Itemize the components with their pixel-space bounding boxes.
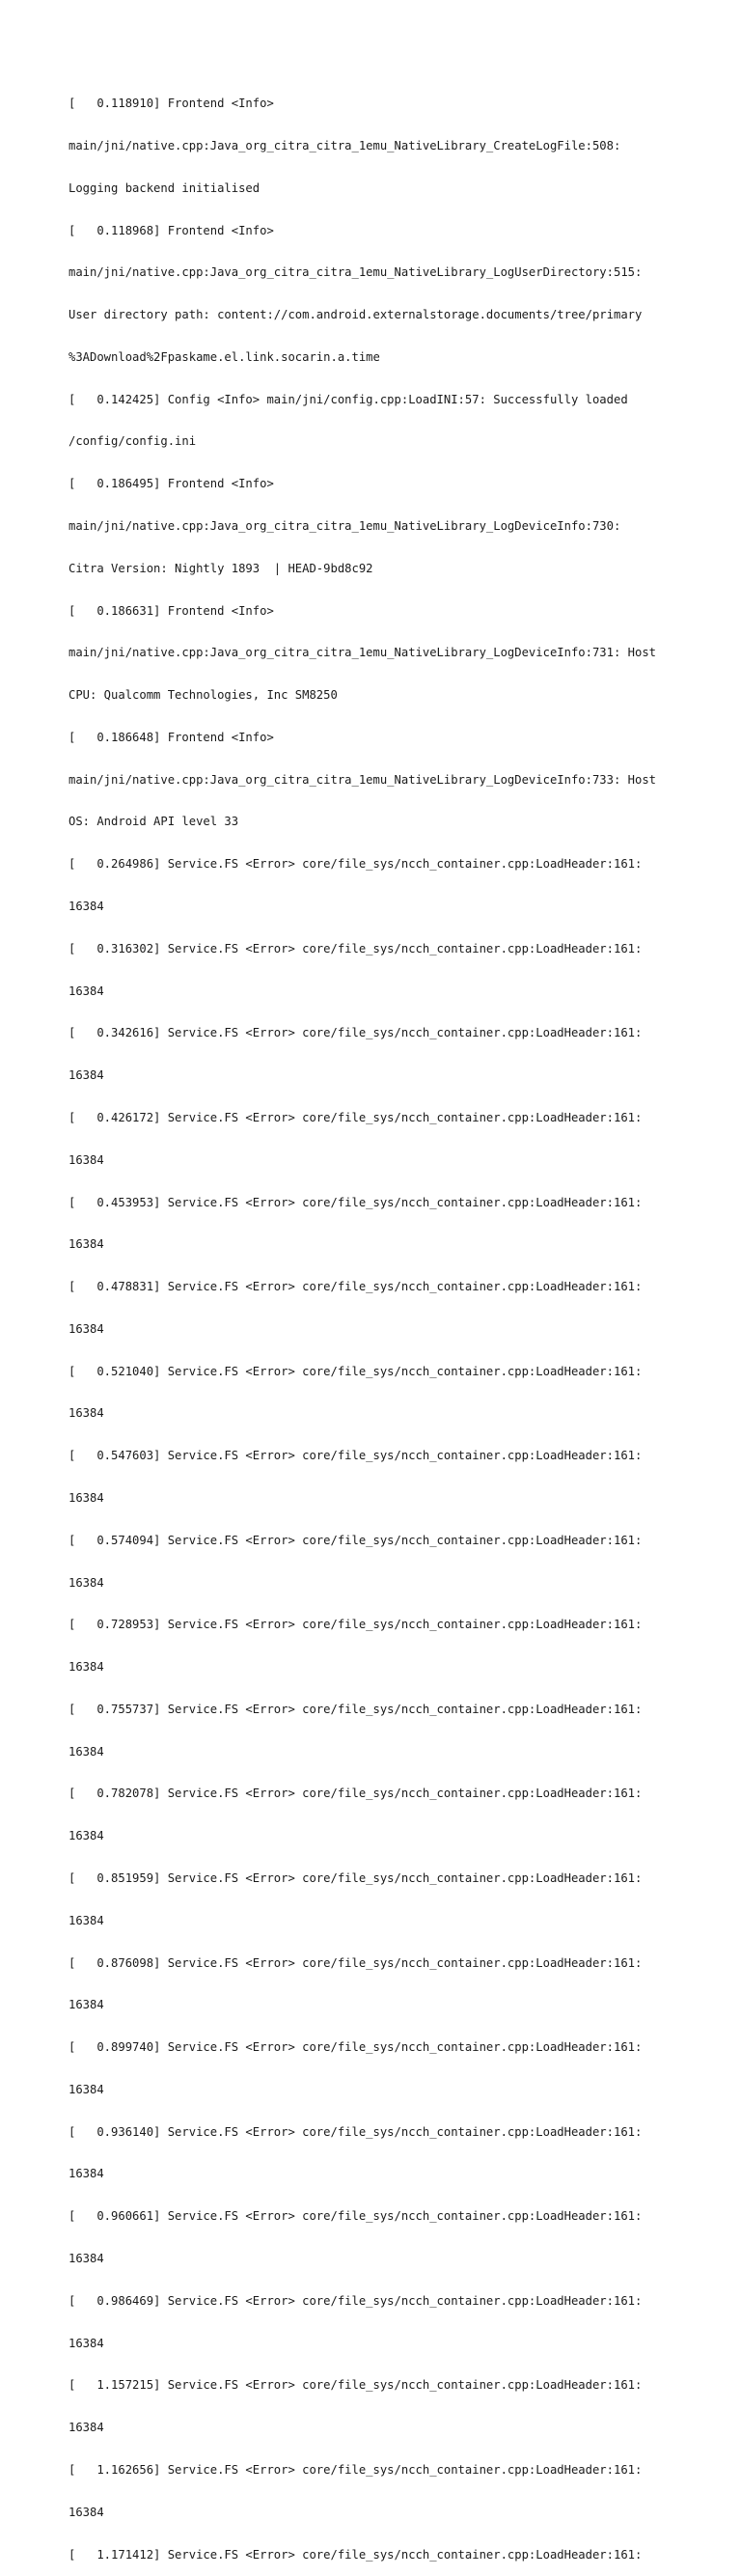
log-line: %3ADownload%2Fpaskame.el.link.socarin.a.time: [69, 349, 380, 364]
log-line: 16384: [69, 2421, 104, 2435]
log-line: [ 0.782078] Service.FS <Error> core/file_sys/ncch_container.cpp:LoadHeader:161:: [69, 1787, 643, 1801]
log-line: main/jni/native.cpp:Java_org_citra_citra_1emu_NativeLibrary_LogDeviceInfo:733: Host: [69, 772, 657, 787]
log-line: [ 0.186631] Frontend <Info>: [69, 603, 274, 618]
log-line: 16384: [69, 1575, 104, 1590]
log-line: [ 0.574094] Service.FS <Error> core/file_sys/ncch_container.cpp:LoadHeader:161:: [69, 1533, 643, 1547]
log-line: 16384: [69, 900, 104, 914]
log-line: [ 0.426172] Service.FS <Error> core/file_sys/ncch_container.cpp:LoadHeader:161:: [69, 1110, 643, 1124]
log-line: [ 0.478831] Service.FS <Error> core/file_sys/ncch_container.cpp:LoadHeader:161:: [69, 1280, 643, 1294]
log-line: 16384: [69, 1829, 104, 1843]
log-line: main/jni/native.cpp:Java_org_citra_citra_1emu_NativeLibrary_LogUserDirectory:515:: [69, 265, 643, 280]
log-line: [ 0.264986] Service.FS <Error> core/file_sys/ncch_container.cpp:LoadHeader:161:: [69, 857, 643, 872]
log-text-view: [69, 69, 725, 2576]
log-line: [ 0.728953] Service.FS <Error> core/file_sys/ncch_container.cpp:LoadHeader:161:: [69, 1618, 643, 1632]
log-line: /config/config.ini: [69, 434, 197, 449]
log-line: User directory path: content://com.android.externalstorage.documents/tree/primary: [69, 308, 643, 322]
log-line: 16384: [69, 1237, 104, 1252]
log-line: [ 0.960661] Service.FS <Error> core/file_sys/ncch_container.cpp:LoadHeader:161:: [69, 2209, 643, 2224]
log-line: [ 1.157215] Service.FS <Error> core/file_sys/ncch_container.cpp:LoadHeader:161:: [69, 2378, 643, 2393]
log-line: 16384: [69, 1068, 104, 1083]
log-line: 16384: [69, 1998, 104, 2012]
log-line: Citra Version: Nightly 1893 | HEAD-9bd8c92: [69, 561, 373, 575]
log-line: [ 0.118910] Frontend <Info>: [69, 97, 274, 111]
log-line: [ 0.186495] Frontend <Info>: [69, 477, 274, 491]
log-line: CPU: Qualcomm Technologies, Inc SM8250: [69, 688, 338, 703]
log-line: [ 0.755737] Service.FS <Error> core/file_sys/ncch_container.cpp:LoadHeader:161:: [69, 1702, 643, 1716]
log-line: [ 0.342616] Service.FS <Error> core/file_sys/ncch_container.cpp:LoadHeader:161:: [69, 1026, 643, 1040]
log-line: 16384: [69, 1490, 104, 1505]
log-line: 16384: [69, 1744, 104, 1759]
log-line: [ 0.142425] Config <Info> main/jni/config.cpp:LoadINI:57: Successfully loaded: [69, 392, 628, 406]
log-line: Logging backend initialised: [69, 180, 261, 195]
log-line: [ 0.521040] Service.FS <Error> core/file_sys/ncch_container.cpp:LoadHeader:161:: [69, 1364, 643, 1378]
log-line: 16384: [69, 1913, 104, 1927]
log-line: 16384: [69, 2082, 104, 2096]
log-line: 16384: [69, 1152, 104, 1167]
log-line: 16384: [69, 983, 104, 998]
log-line: [ 0.876098] Service.FS <Error> core/file_sys/ncch_container.cpp:LoadHeader:161:: [69, 1955, 643, 1970]
log-line: [ 0.453953] Service.FS <Error> core/file_sys/ncch_container.cpp:LoadHeader:161:: [69, 1195, 643, 1209]
log-line: [ 0.936140] Service.FS <Error> core/file_sys/ncch_container.cpp:LoadHeader:161:: [69, 2124, 643, 2139]
log-line: 16384: [69, 2167, 104, 2181]
log-line: 16384: [69, 1321, 104, 1336]
log-line: main/jni/native.cpp:Java_org_citra_citra_1emu_NativeLibrary_LogDeviceInfo:731: Host: [69, 646, 657, 660]
log-line: [ 0.118968] Frontend <Info>: [69, 223, 274, 237]
log-line: OS: Android API level 33: [69, 815, 239, 829]
log-line: 16384: [69, 2336, 104, 2350]
log-line: [ 1.162656] Service.FS <Error> core/file_sys/ncch_container.cpp:LoadHeader:161:: [69, 2462, 643, 2477]
log-line: [ 1.171412] Service.FS <Error> core/file_sys/ncch_container.cpp:LoadHeader:161:: [69, 2547, 643, 2562]
log-line: [ 0.316302] Service.FS <Error> core/file_sys/ncch_container.cpp:LoadHeader:161:: [69, 941, 643, 956]
log-line: 16384: [69, 1660, 104, 1675]
log-line: [ 0.851959] Service.FS <Error> core/file_sys/ncch_container.cpp:LoadHeader:161:: [69, 1871, 643, 1885]
log-line: [ 0.986469] Service.FS <Error> core/file_sys/ncch_container.cpp:LoadHeader:161:: [69, 2293, 643, 2308]
log-line: 16384: [69, 2505, 104, 2519]
log-line: main/jni/native.cpp:Java_org_citra_citra_1emu_NativeLibrary_LogDeviceInfo:730:: [69, 519, 621, 533]
log-line: [ 0.186648] Frontend <Info>: [69, 730, 274, 744]
log-line: 16384: [69, 1406, 104, 1421]
log-line: [ 0.547603] Service.FS <Error> core/file_sys/ncch_container.cpp:LoadHeader:161:: [69, 1449, 643, 1463]
log-line: [ 0.899740] Service.FS <Error> core/file_sys/ncch_container.cpp:LoadHeader:161:: [69, 2040, 643, 2055]
log-line: main/jni/native.cpp:Java_org_citra_citra_1emu_NativeLibrary_CreateLogFile:508:: [69, 138, 621, 152]
log-line: 16384: [69, 2252, 104, 2266]
